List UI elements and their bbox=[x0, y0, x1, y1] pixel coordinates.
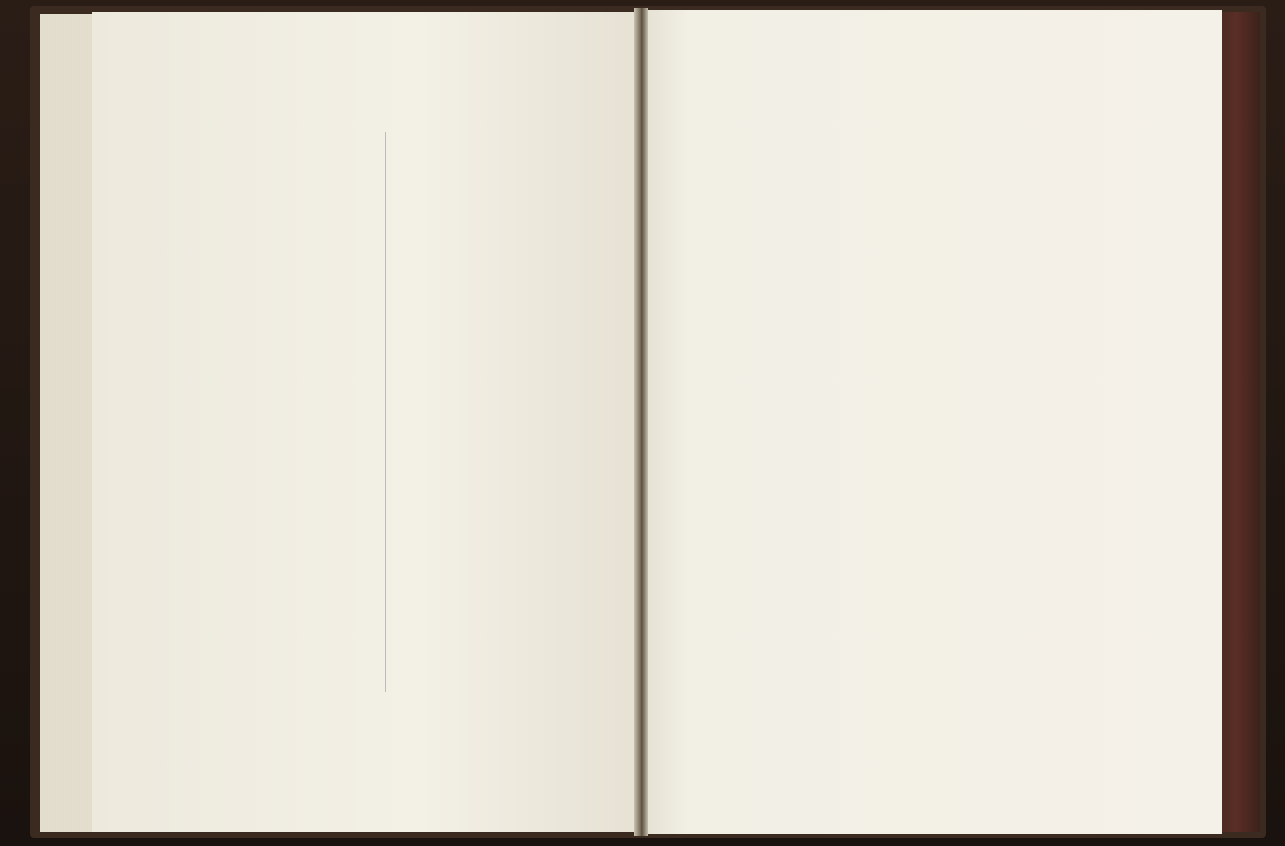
book-gutter bbox=[634, 8, 648, 836]
right-cover-binding bbox=[1220, 12, 1260, 832]
left-page-stack bbox=[40, 14, 96, 832]
index-page bbox=[92, 12, 638, 832]
column-divider bbox=[385, 132, 386, 692]
frontispiece-page bbox=[642, 10, 1222, 834]
